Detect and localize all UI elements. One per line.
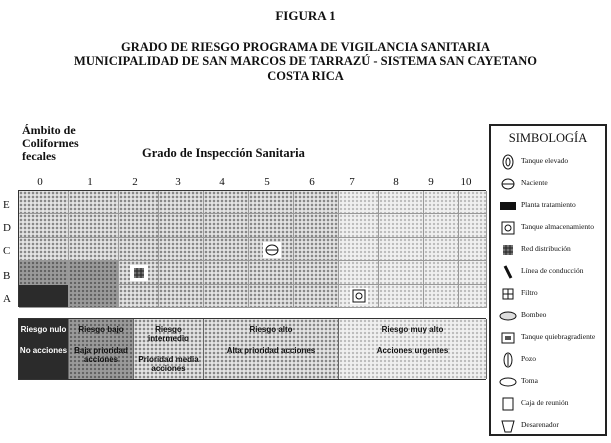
grid-cell — [294, 285, 339, 308]
grid-cell — [424, 285, 459, 308]
legend-item — [495, 416, 605, 436]
title-line-1: GRADO DE RIESGO PROGRAMA DE VIGILANCIA SANITARIA — [120, 40, 491, 54]
grid-cell — [204, 285, 249, 308]
grid-cell — [424, 261, 459, 284]
legend-item-label: Planta tratamiento — [521, 200, 576, 209]
x-tick-9: 9 — [428, 176, 434, 188]
x-tick-3: 3 — [175, 176, 181, 188]
risk-bands — [18, 318, 486, 380]
storage-tank-icon — [499, 220, 517, 236]
legend-item-label: Tanque elevado — [521, 156, 569, 165]
grid-cell — [249, 285, 294, 308]
grid-cell — [19, 191, 69, 214]
grid-cell — [69, 285, 119, 308]
legend-item — [495, 152, 605, 172]
grid-cell — [379, 191, 424, 214]
grid-cell — [204, 261, 249, 284]
grid-cell — [159, 261, 204, 284]
grid-cell — [159, 191, 204, 214]
grid-cell — [379, 285, 424, 308]
legend-title: SIMBOLOGÍA — [508, 131, 588, 145]
legend-item-label: Caja de reunión — [521, 398, 569, 407]
intake-icon — [499, 374, 517, 390]
grid-cell — [249, 261, 294, 284]
grid-cell — [459, 214, 487, 237]
grid-cell — [19, 238, 69, 261]
grid-cell — [159, 238, 204, 261]
conduction-line-icon — [499, 264, 517, 280]
grid-cell — [459, 285, 487, 308]
grid-cell — [339, 191, 379, 214]
grid-cell — [19, 214, 69, 237]
risk-action-label: No acciones — [19, 346, 68, 355]
grid-cell — [159, 214, 204, 237]
y-tick-E: E — [3, 199, 10, 211]
title-line-3: COSTA RICA — [267, 69, 344, 83]
grid-cell — [69, 191, 119, 214]
grid-cell — [424, 238, 459, 261]
grid-cell — [204, 191, 249, 214]
y-tick-B: B — [3, 270, 11, 282]
distribution-network-icon — [499, 242, 517, 258]
grid-cell — [294, 191, 339, 214]
legend-item — [495, 284, 605, 304]
risk-level-label: Riesgo muy alto — [381, 325, 444, 334]
legend-item — [495, 306, 605, 326]
risk-level-label: Riesgo alto — [249, 325, 293, 334]
grid-cell — [204, 238, 249, 261]
x-tick-0: 0 — [37, 176, 43, 188]
elevated-tank-icon — [499, 154, 517, 170]
storage-tank-icon — [350, 288, 368, 304]
spring-icon — [499, 176, 517, 192]
x-axis-label: Grado de Inspección Sanitaria — [142, 146, 305, 160]
well-icon — [499, 352, 517, 368]
risk-level-label: Riesgo bajo — [78, 325, 124, 334]
legend-item-label: Línea de conducción — [521, 266, 584, 275]
legend-item-label: Pozo — [521, 354, 536, 363]
x-tick-6: 6 — [309, 176, 315, 188]
legend-item-label: Tanque quiebragradiente — [521, 332, 596, 341]
grid-cell — [249, 214, 294, 237]
grid-cell — [19, 261, 69, 284]
x-tick-2: 2 — [132, 176, 138, 188]
grid-cell — [339, 261, 379, 284]
x-tick-5: 5 — [264, 176, 270, 188]
title-line-2: MUNICIPALIDAD DE SAN MARCOS DE TARRAZÚ - SISTEMA SAN CAYETANO — [74, 54, 537, 68]
grid-cell — [459, 191, 487, 214]
junction-box-icon — [499, 396, 517, 412]
grid-cell — [249, 191, 294, 214]
risk-action-label: Baja prioridad acciones — [74, 346, 128, 364]
legend-item — [495, 262, 605, 282]
y-tick-D: D — [3, 222, 11, 234]
legend-item — [495, 196, 605, 216]
risk-action-label: Acciones urgentes — [376, 346, 449, 355]
risk-action-label: Prioridad media acciones — [138, 355, 199, 373]
break-pressure-tank-icon — [499, 330, 517, 346]
x-tick-7: 7 — [349, 176, 355, 188]
legend-item — [495, 350, 605, 370]
legend-item — [495, 240, 605, 260]
grid-cell — [204, 214, 249, 237]
distribution-network-icon — [130, 265, 148, 281]
grid-cell — [294, 214, 339, 237]
grid-cell — [459, 238, 487, 261]
grid-cell — [119, 191, 159, 214]
legend-item-label: Bombeo — [521, 310, 547, 319]
y-axis-label: Ámbito de Coliformes fecales — [22, 123, 79, 163]
grid-cell — [294, 261, 339, 284]
grid-cell — [379, 261, 424, 284]
risk-level-label: Riesgo intermedio — [148, 325, 189, 343]
x-tick-10: 10 — [460, 176, 472, 188]
grid-cell — [69, 214, 119, 237]
risk-grid — [18, 190, 486, 307]
grid-cell — [119, 214, 159, 237]
risk-band — [134, 319, 204, 379]
legend-item-label: Tanque almacenamiento — [521, 222, 594, 231]
y-tick-C: C — [3, 245, 11, 257]
legend-item — [495, 218, 605, 238]
sand-trap-icon — [499, 418, 517, 434]
grid-cell — [69, 238, 119, 261]
grid-cell — [119, 238, 159, 261]
legend-item — [495, 174, 605, 194]
filter-icon — [499, 286, 517, 302]
legend-item-label: Desarenador — [521, 420, 559, 429]
risk-level-label: Riesgo nulo — [20, 325, 67, 334]
risk-band — [204, 319, 339, 379]
grid-cell — [424, 214, 459, 237]
grid-cell — [19, 285, 69, 308]
y-tick-A: A — [3, 293, 11, 305]
grid-cell — [69, 261, 119, 284]
risk-band — [69, 319, 134, 379]
x-tick-8: 8 — [393, 176, 399, 188]
grid-cell — [294, 238, 339, 261]
figure-label: FIGURA 1 — [275, 8, 336, 23]
risk-band — [19, 319, 69, 379]
legend-item-label: Red distribución — [521, 244, 571, 253]
grid-cell — [339, 238, 379, 261]
pump-icon — [499, 308, 517, 324]
legend-item — [495, 328, 605, 348]
x-tick-1: 1 — [87, 176, 93, 188]
legend-item — [495, 394, 605, 414]
risk-band — [339, 319, 487, 379]
grid-cell — [379, 214, 424, 237]
grid-cell — [379, 238, 424, 261]
legend-box — [489, 124, 607, 436]
x-tick-4: 4 — [219, 176, 225, 188]
treatment-plant-icon — [499, 198, 517, 214]
legend-item-label: Toma — [521, 376, 538, 385]
legend-item-label: Filtro — [521, 288, 538, 297]
risk-action-label: Alta prioridad acciones — [226, 346, 316, 355]
grid-cell — [339, 214, 379, 237]
grid-cell — [459, 261, 487, 284]
grid-cell — [424, 191, 459, 214]
legend-item — [495, 372, 605, 392]
grid-cell — [119, 285, 159, 308]
spring-icon — [263, 242, 281, 258]
legend-item-label: Naciente — [521, 178, 548, 187]
grid-cell — [159, 285, 204, 308]
